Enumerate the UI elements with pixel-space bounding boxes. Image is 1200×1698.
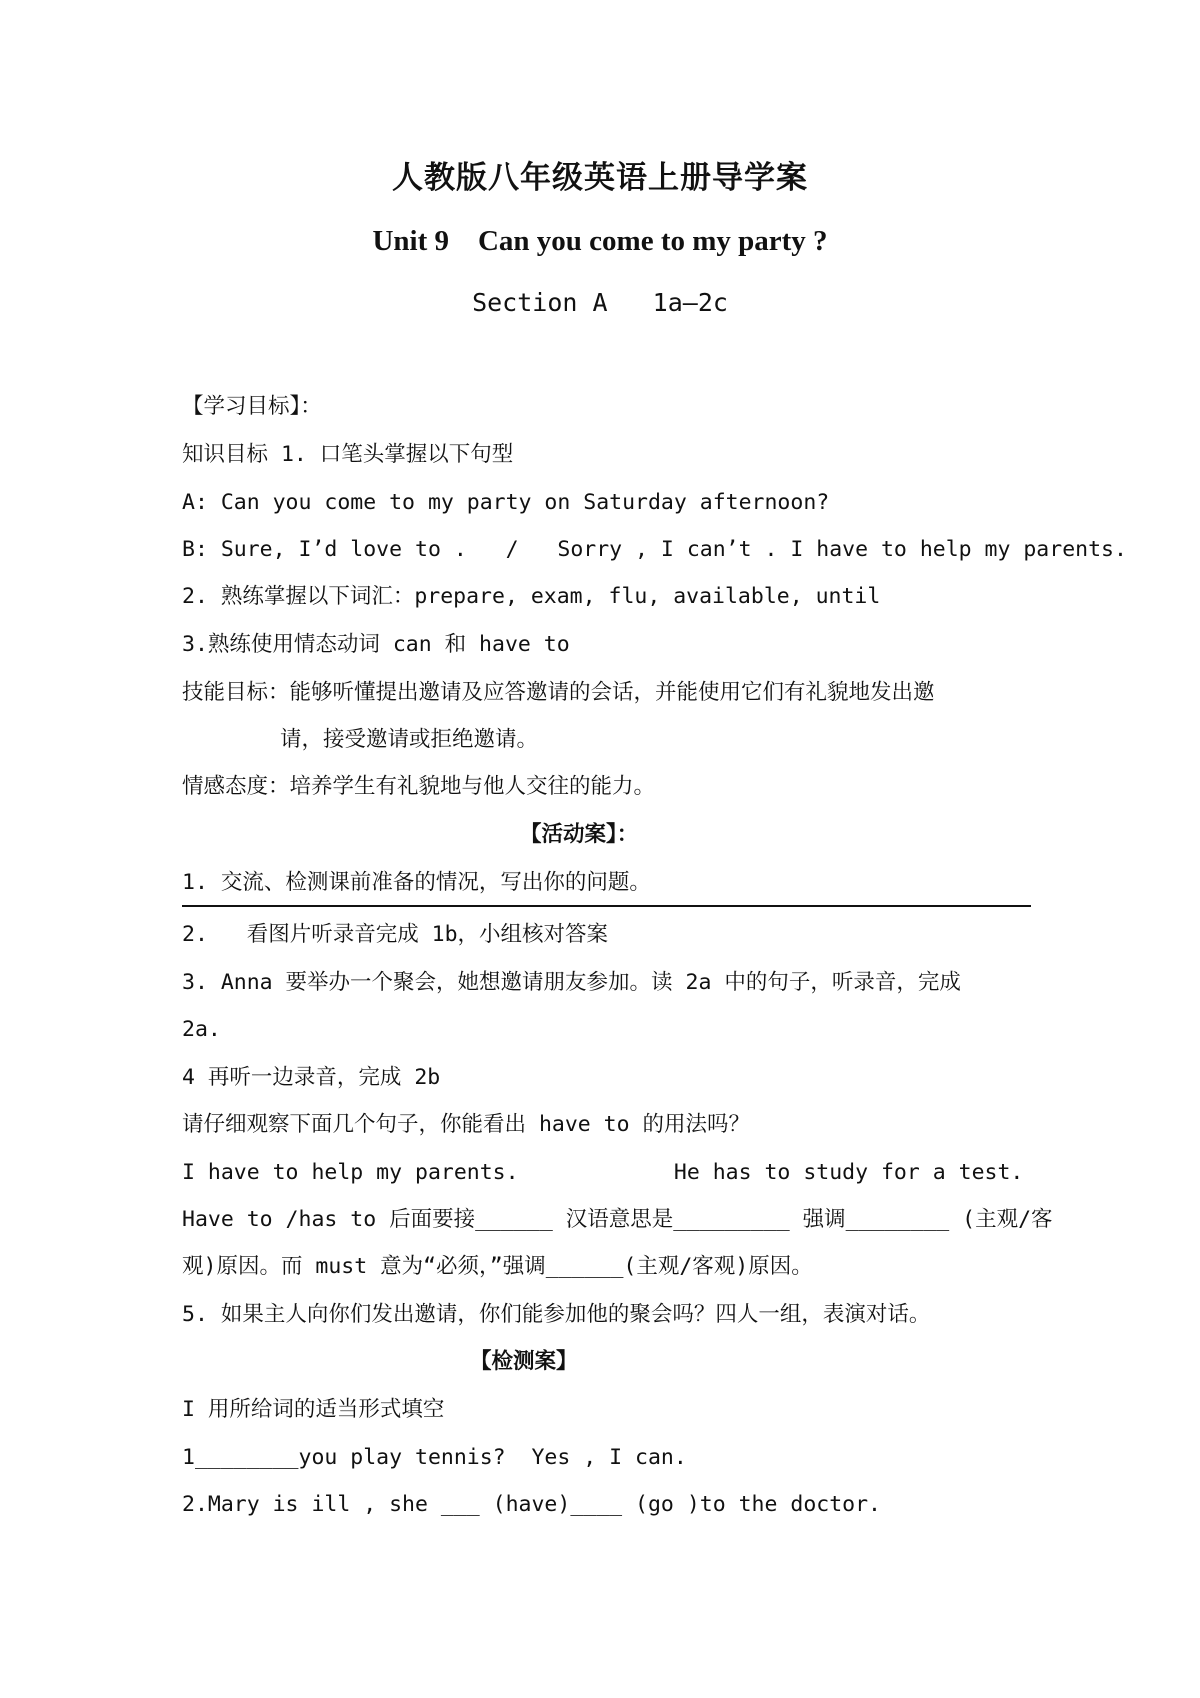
test-line: 2.Mary is ill , she ___ (have)____ (go )to the doctor. — [182, 1492, 881, 1517]
test-line: 1________you play tennis? Yes , I can. — [182, 1445, 687, 1470]
unit-title: Unit 9 Can you come to my party ? — [372, 225, 828, 257]
document-title: 人教版八年级英语上册导学案 — [392, 160, 808, 196]
objective-line: 情感态度：培养学生有礼貌地与他人交往的能力。 — [182, 774, 656, 799]
section-subtitle: Section A 1a—2c — [472, 288, 728, 317]
objective-line: 知识目标 1. 口笔头掌握以下句型 — [182, 442, 514, 467]
test-heading: 【检测案】 — [470, 1349, 578, 1374]
objective-line: 请，接受邀请或拒绝邀请。 — [280, 727, 539, 752]
activity-line: 请仔细观察下面几个句子，你能看出 have to 的用法吗？ — [182, 1112, 750, 1137]
activity-line: 3. Anna 要举办一个聚会，她想邀请朋友参加。读 2a 中的句子，听录音，完成 — [182, 970, 961, 995]
activity-line: I have to help my parents. He has to study for a test. — [182, 1160, 1024, 1185]
divider-line — [182, 905, 1031, 907]
objective-line: 3.熟练使用情态动词 can 和 have to — [182, 632, 570, 657]
activity-line: Have to /has to 后面要接______ 汉语意思是_________ 强调________ (主观/客 — [182, 1207, 1053, 1232]
test-line: I 用所给词的适当形式填空 — [182, 1397, 445, 1422]
activity-line: 观)原因。而 must 意为“必须，”强调______(主观/客观)原因。 — [182, 1254, 813, 1279]
activity-line: 1. 交流、检测课前准备的情况，写出你的问题。 — [182, 870, 651, 895]
activity-line: 2a. — [182, 1017, 221, 1042]
activity-line: 5. 如果主人向你们发出邀请，你们能参加他的聚会吗？四人一组，表演对话。 — [182, 1302, 931, 1327]
objectives-heading: 【学习目标】： — [182, 394, 322, 419]
objective-line: A: Can you come to my party on Saturday afternoon? — [182, 490, 830, 515]
objective-line: 技能目标：能够听懂提出邀请及应答邀请的会话，并能使用它们有礼貌地发出邀 — [182, 680, 935, 705]
activity-line: 4 再听一边录音，完成 2b — [182, 1065, 441, 1090]
activity-line: 2. 看图片听录音完成 1b，小组核对答案 — [182, 922, 609, 947]
objective-line: 2. 熟练掌握以下词汇：prepare, exam, flu, available, until — [182, 584, 881, 609]
objective-line: B: Sure, I’d love to . / Sorry , I can’t . I have to help my parents. — [182, 537, 1127, 562]
activities-heading: 【活动案】： — [520, 822, 639, 847]
